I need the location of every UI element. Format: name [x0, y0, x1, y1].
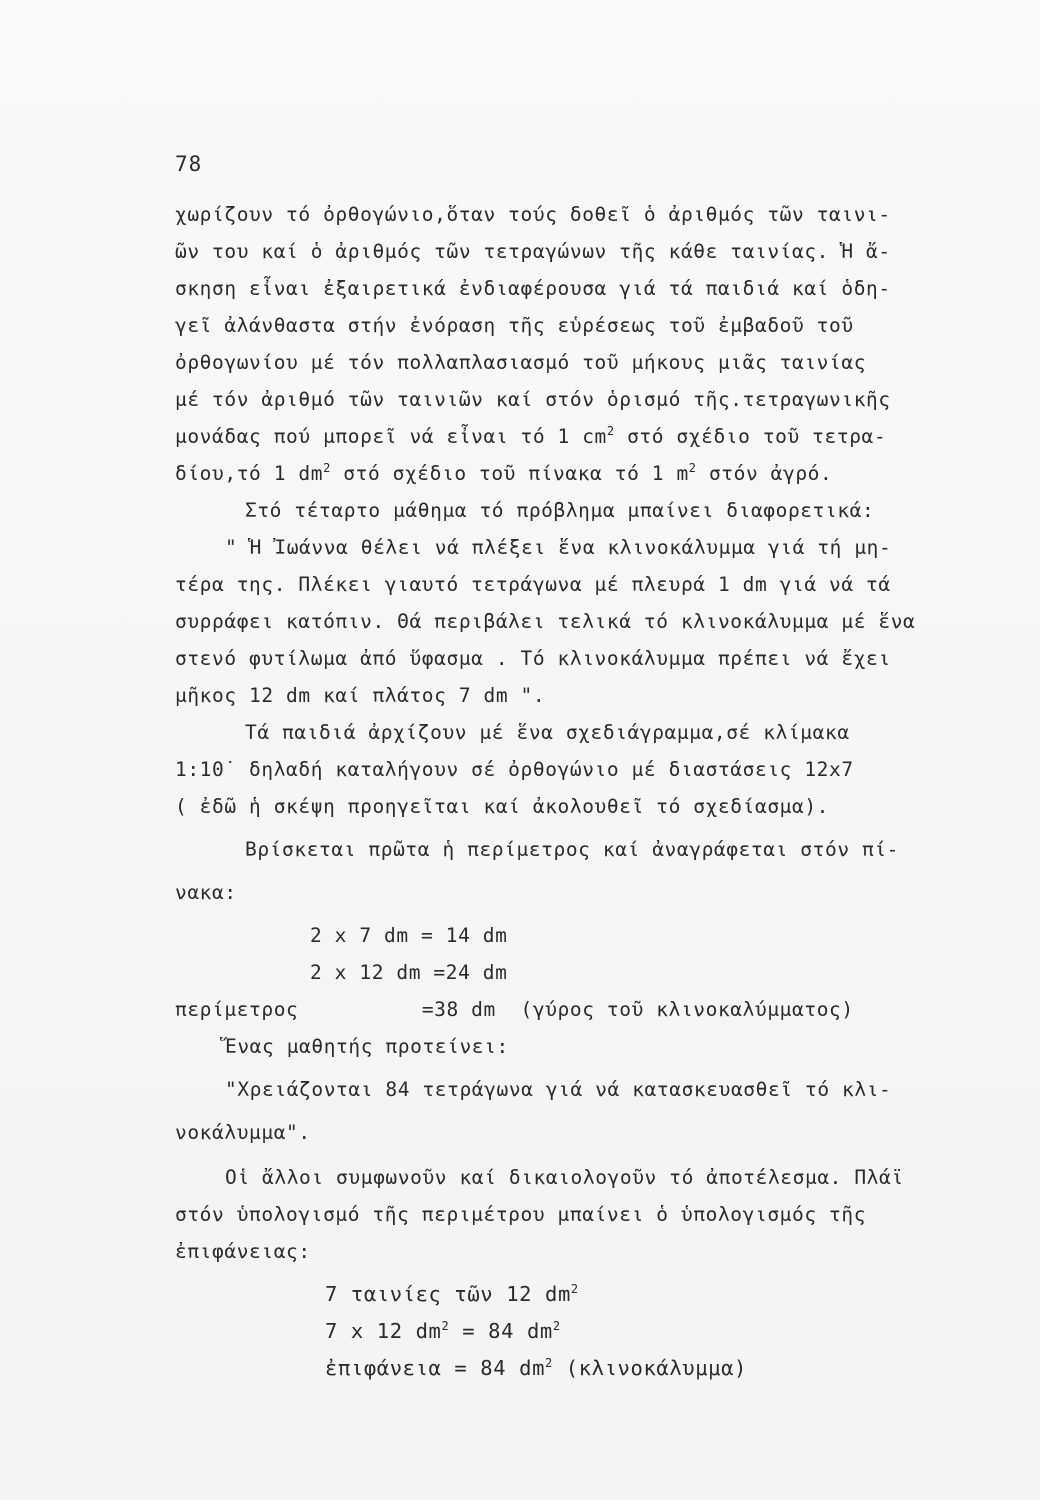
quote-line: νοκάλυμμα".	[175, 1121, 311, 1144]
quote-line: "Χρειάζονται 84 τετράγωνα γιά νά κατασκευασθεῖ τό κλι-	[225, 1078, 892, 1101]
text-line: Οἱ ἄλλοι συμφωνοῦν καί δικαιολογοῦν τό ἀποτέλεσμα. Πλάϊ	[225, 1166, 904, 1189]
text-line: Ἕνας μαθητής προτείνει:	[225, 1035, 509, 1058]
area-line	[175, 1276, 995, 1313]
superscript: 2	[570, 1282, 579, 1296]
text-line: μῆκος 12 dm καί πλάτος 7 dm ".	[175, 684, 546, 707]
page-number: 78	[175, 152, 203, 176]
text-line: σκηση εἶναι ἐξαιρετικά ἐνδιαφέρουσα γιά τά παιδιά καί ὁδη-	[175, 277, 891, 300]
text-segment: (κλινοκάλυμμα)	[552, 1356, 747, 1380]
text-line: στενό φυτίλωμα ἀπό ὕφασμα . Τό κλινοκάλυμμα πρέπει νά ἔχει	[175, 647, 891, 670]
text-line: Βρίσκεται πρῶτα ἡ περίμετρος καί ἀναγράφεται στόν πί-	[245, 838, 900, 861]
text-line: ἐπιφάνειας:	[175, 1240, 311, 1263]
calc-line: 2 x 7 dm = 14 dm	[310, 924, 508, 947]
text-line: ὀρθογωνίου μέ τόν πολλαπλασιασμό τοῦ μήκους μιᾶς ταινίας	[175, 351, 867, 374]
text-line: νακα:	[175, 881, 237, 904]
text-line: τέρα της. Πλέκει γιαυτό τετράγωνα μέ πλευρά 1 dm γιά νά τά	[175, 573, 891, 596]
text-segment: μονάδας πού μπορεῖ νά εἶναι τό 1 cm	[175, 425, 607, 448]
perimeter-result: =38 dm (γύρος τοῦ κλινοκαλύμματος)	[421, 998, 854, 1021]
text-segment: 7 x 12 dm	[325, 1319, 442, 1343]
text-line: " Ἡ Ἰωάννα θέλει νά πλέξει ἕνα κλινοκάλυμμα γιά τή μη-	[225, 536, 892, 559]
body-text	[175, 196, 995, 1387]
text-line: 1:10˙ δηλαδή καταλήγουν σέ ὀρθογώνιο μέ διαστάσεις 12x7	[175, 758, 854, 781]
perimeter-label: περίμετρος	[175, 998, 299, 1021]
text-segment: στό σχέδιο τοῦ τετρα-	[614, 425, 887, 448]
text-segment: στόν ἀγρό.	[696, 462, 833, 485]
text-line: Τά παιδιά ἀρχίζουν μέ ἕνα σχεδιάγραμμα,σέ κλίμακα	[245, 721, 850, 744]
text-line	[175, 455, 995, 492]
text-line: συρράφει κατόπιν. Θά περιβάλει τελικά τό κλινοκάλυμμα μέ ἕνα	[175, 610, 916, 633]
text-line: μέ τόν ἀριθμό τῶν ταινιῶν καί στόν ὁρισμό τῆς.τετραγωνικῆς	[175, 388, 891, 411]
text-segment: δίου,τό 1 dm	[175, 462, 324, 485]
text-line: γεῖ ἀλάνθαστα στήν ἐνόραση τῆς εὑρέσεως τοῦ ἐμβαδοῦ τοῦ	[175, 314, 854, 337]
superscript: 2	[545, 1356, 553, 1370]
text-segment: ἐπιφάνεια = 84 dm	[325, 1356, 546, 1380]
text-line	[175, 418, 995, 455]
perimeter-line	[175, 991, 995, 1028]
area-line	[175, 1313, 995, 1350]
calc-line: 2 x 12 dm =24 dm	[310, 961, 508, 984]
text-segment: 7 ταινίες τῶν 12 dm	[325, 1282, 571, 1306]
text-line: ( ἐδῶ ἡ σκέψη προηγεῖται καί ἀκολουθεῖ τό σχεδίασμα).	[175, 795, 830, 818]
superscript: 2	[688, 461, 697, 475]
text-segment: στό σχέδιο τοῦ πίνακα τό 1 m	[330, 462, 689, 485]
superscript: 2	[606, 424, 615, 438]
text-line: Στό τέταρτο μάθημα τό πρόβλημα μπαίνει διαφορετικά:	[245, 499, 875, 522]
superscript: 2	[552, 1319, 561, 1333]
text-line: στόν ὑπολογισμό τῆς περιμέτρου μπαίνει ὁ ὑπολογισμός τῆς	[175, 1203, 867, 1226]
superscript: 2	[323, 461, 331, 475]
superscript: 2	[441, 1319, 450, 1333]
area-line	[175, 1350, 995, 1387]
text-line: ῶν του καί ὁ ἀριθμός τῶν τετραγώνων τῆς κάθε ταινίας. Ἡ ἄ-	[175, 240, 891, 263]
text-line: χωρίζουν τό ὀρθογώνιο,ὅταν τούς δοθεῖ ὁ ἀριθμός τῶν ταινι-	[175, 203, 891, 226]
text-segment: = 84 dm	[449, 1319, 553, 1343]
